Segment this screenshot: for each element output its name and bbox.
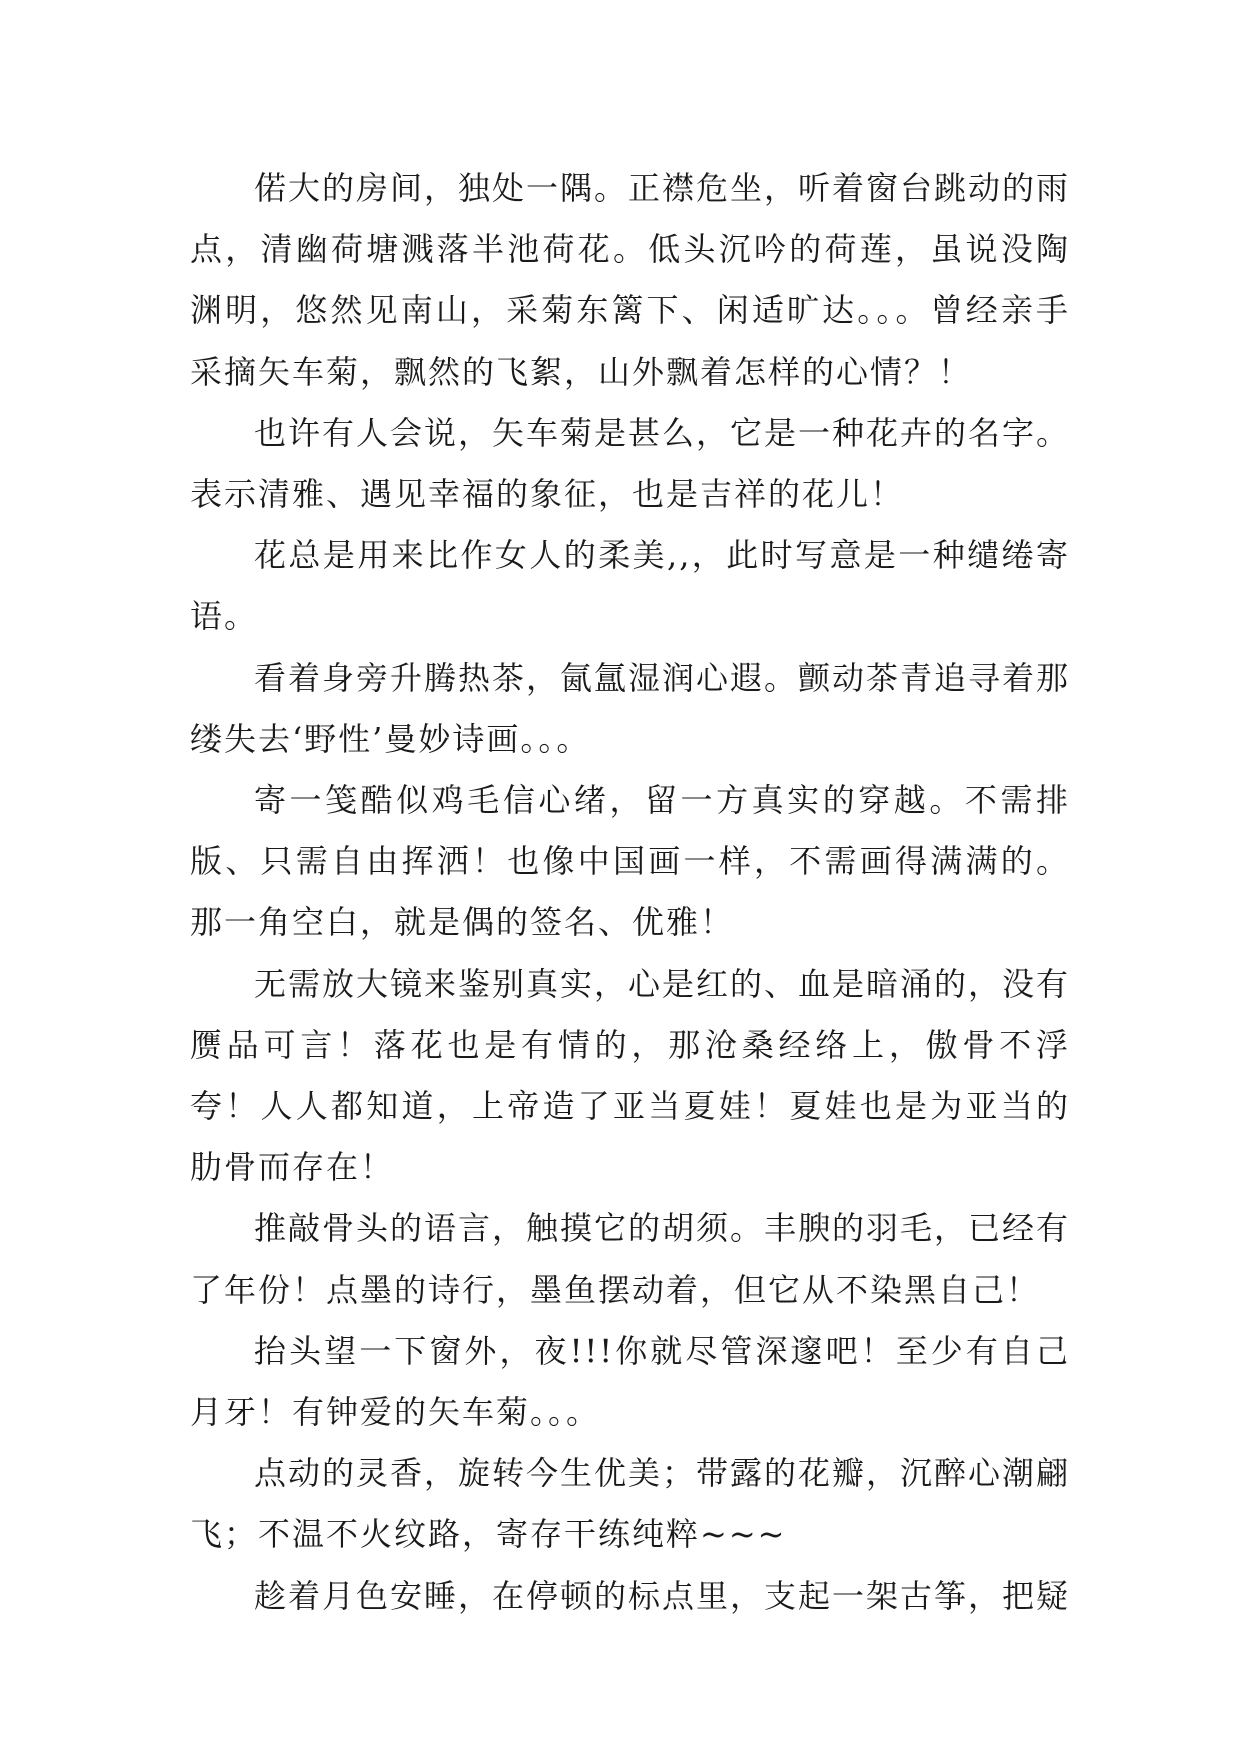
paragraph-10: 趁着月色安睡，在停顿的标点里，支起一架古筝，把疑 (254, 1576, 1071, 1615)
document-body (190, 158, 1070, 1627)
paragraph-3: 花总是用来比作女人的柔美,,，此时写意是一种缱绻寄语。 (190, 536, 1070, 636)
paragraph-6: 无需放大镜来鉴别真实，心是红的、血是暗涌的，没有赝品可言！落花也是有情的，那沧桑经络上，傲骨不浮夸！人人都知道，上帝造了亚当夏娃！夏娃也是为亚当的肋骨而存在！ (190, 964, 1071, 1187)
paragraph-5: 寄一笺酷似鸡毛信心绪，留一方真实的穿越。不需排版、只需自由挥洒！也像中国画一样，不需画得满满的。那一角空白，就是偶的签名、优雅！ (190, 781, 1070, 942)
paragraph-4: 看着身旁升腾热茶，氤氲湿润心遐。颤动茶青追寻着那缕失去‘野性’曼妙诗画。。。 (190, 658, 1071, 758)
paragraph-1: 偌大的房间，独处一隅。正襟危坐，听着窗台跳动的雨点，清幽荷塘溅落半池荷花。低头沉吟的荷莲，虽说没陶渊明，悠然见南山，采菊东篱下、闲适旷达。。。曾经亲手采摘矢车菊，飘然的飞絮，山外飘着怎样的心情？！ (190, 169, 1071, 391)
paragraph-7: 推敲骨头的语言，触摸它的胡须。丰腴的羽毛，已经有了年份！点墨的诗行，墨鱼摆动着，但它从不染黑自己！ (190, 1209, 1071, 1309)
paragraph-8: 抬头望一下窗外，夜!!!你就尽管深邃吧！至少有自己月牙！有钟爱的矢车菊。。。 (190, 1331, 1070, 1432)
paragraph-2: 也许有人会说，矢车菊是甚么，它是一种花卉的名字。表示清雅、遇见幸福的象征，也是吉祥的花儿！ (190, 413, 1071, 514)
paragraph-9: 点动的灵香，旋转今生优美；带露的花瓣，沉醉心潮翩飞；不温不火纹路，寄存干练纯粹~~~ (190, 1454, 1071, 1554)
